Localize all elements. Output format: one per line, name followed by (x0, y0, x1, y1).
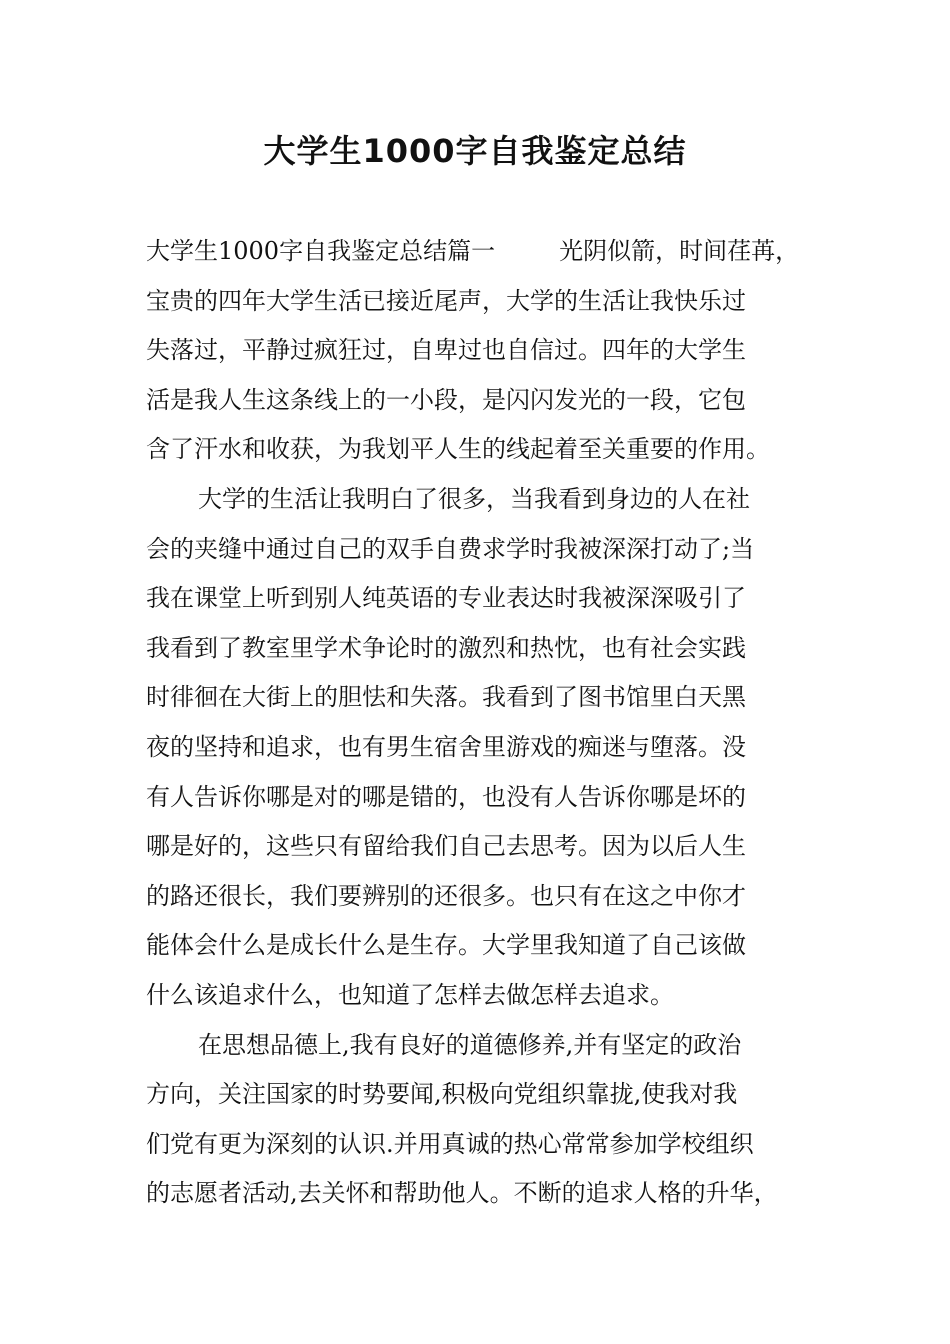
text-line: 夜的坚持和追求，也有男生宿舍里游戏的痴迷与堕落。没 (146, 732, 746, 761)
section-heading: 大学生1000字自我鉴定总结篇一 (146, 237, 496, 265)
text-line: 的路还很长，我们要辨别的还很多。也只有在这之中你才 (146, 881, 746, 910)
text-line: 方向，关注国家的时势要闻,积极向党组织靠拢,使我对我 (146, 1080, 738, 1109)
text-line: 宝贵的四年大学生活已接近尾声，大学的生活让我快乐过 (146, 286, 746, 315)
paragraph-line (146, 227, 826, 277)
text-line: 失落过，平静过疯狂过，自卑过也自信过。四年的大学生 (146, 336, 746, 365)
text-line: 会的夹缝中通过自己的双手自费求学时我被深深打动了;当 (146, 534, 755, 563)
text-line: 大学的生活让我明白了很多，当我看到身边的人在社 (198, 484, 750, 513)
text-line: 的志愿者活动,去关怀和帮助他人。不断的追求人格的升华， (146, 1179, 778, 1208)
text-line: 光阴似箭，时间荏苒， (559, 237, 800, 265)
text-line: 能体会什么是成长什么是生存。大学里我知道了自己该做 (146, 931, 746, 960)
paragraph-1 (146, 227, 826, 475)
text-line: 含了汗水和收获，为我划平人生的线起着至关重要的作用。 (146, 435, 770, 464)
paragraph-3 (146, 1021, 826, 1219)
text-line: 我看到了教室里学术争论时的激烈和热忱，也有社会实践 (146, 633, 746, 662)
text-line: 活是我人生这条线上的一小段，是闪闪发光的一段，它包 (146, 385, 746, 414)
text-line: 有人告诉你哪是对的哪是错的，也没有人告诉你哪是坏的 (146, 782, 746, 811)
text-line: 们党有更为深刻的认识.并用真诚的热心常常参加学校组织 (146, 1129, 754, 1158)
page-title: 大学生1000字自我鉴定总结 (263, 132, 687, 170)
text-line: 哪是好的，这些只有留给我们自己去思考。因为以后人生 (146, 832, 746, 861)
text-line: 在思想品德上,我有良好的道德修养,并有坚定的政治 (198, 1030, 742, 1059)
text-line: 时徘徊在大街上的胆怯和失落。我看到了图书馆里白天黑 (146, 683, 746, 712)
text-line: 我在课堂上听到别人纯英语的专业表达时我被深深吸引了 (146, 584, 746, 613)
paragraph-2 (146, 475, 826, 1021)
text-line: 什么该追求什么，也知道了怎样去做怎样去追求。 (146, 980, 674, 1009)
document-body (146, 227, 826, 1219)
